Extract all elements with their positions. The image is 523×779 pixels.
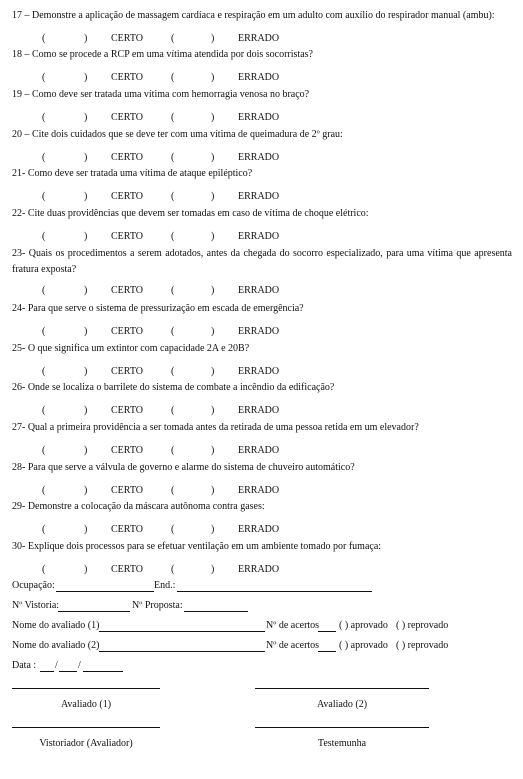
certo-option[interactable]: CERTO <box>111 485 143 496</box>
certo-option[interactable]: CERTO <box>111 33 143 44</box>
question-27 <box>12 421 512 459</box>
question-text: 23- Quais os procedimentos a serem adotados, antes da chegada do socorro especializado, para uma vítima que apresenta fratura exposta? <box>12 248 512 275</box>
certo-option[interactable]: CERTO <box>111 564 143 575</box>
question-29 <box>12 500 512 538</box>
question-24 <box>12 302 512 340</box>
question-text: 25- O que significa um extintor com capacidade 2A e 20B? <box>12 343 250 354</box>
certo-option[interactable]: CERTO <box>111 112 143 123</box>
errado-option[interactable]: ERRADO <box>238 485 280 496</box>
evaluated-2-hits-label: Nº de acertos <box>266 640 320 651</box>
certo-option[interactable]: CERTO <box>111 405 143 416</box>
question-text: 22- Cite duas providências que devem ser tomadas em caso de vítima de choque elétrico: <box>12 208 369 219</box>
answer-options: ( ) CERTO ( ) ERRADO <box>42 445 280 456</box>
question-text: 20 – Cite dois cuidados que se deve ter com uma vítima de queimadura de 2º grau: <box>12 129 343 140</box>
certo-option[interactable]: CERTO <box>111 524 143 535</box>
certo-option[interactable]: CERTO <box>111 366 143 377</box>
question-text: 19 – Como deve ser tratada uma vítima com hemorragia venosa no braço? <box>12 89 310 100</box>
evaluated-1-hits-label: Nº de acertos <box>266 620 320 631</box>
question-30 <box>12 540 512 578</box>
evaluated-2-hits-field[interactable] <box>318 651 336 652</box>
answer-options: ( ) CERTO ( ) ERRADO <box>42 564 280 575</box>
evaluated-1-label: Nome do avaliado (1) <box>12 620 100 631</box>
answer-options: ( ) CERTO ( ) ERRADO <box>42 285 280 296</box>
errado-option[interactable]: ERRADO <box>238 72 280 83</box>
errado-option[interactable]: ERRADO <box>238 33 280 44</box>
question-17 <box>12 9 512 47</box>
question-19 <box>12 88 512 126</box>
evaluated-2-label: Nome do avaliado (2) <box>12 640 100 651</box>
proposal-number-field[interactable] <box>184 611 248 612</box>
evaluated-2-approved-checkbox[interactable]: ( ) aprovado <box>339 640 388 651</box>
certo-option[interactable]: CERTO <box>111 72 143 83</box>
proposal-number-label: Nº Proposta: <box>132 600 183 611</box>
date-label: Data : <box>12 660 37 671</box>
evaluated-1-name-field[interactable] <box>99 631 265 632</box>
signature-line-evaluated-1[interactable] <box>12 688 160 689</box>
question-text: 27- Qual a primeira providência a ser tomada antes da retirada de uma pessoa retida em um elevador? <box>12 422 419 433</box>
certo-option[interactable]: CERTO <box>111 285 143 296</box>
question-text: 28- Para que serve a válvula de governo e alarme do sistema de chuveiro automático? <box>12 462 355 473</box>
question-text: 17 – Demonstre a aplicação de massagem cardíaca e respiração em um adulto com auxílio do respirador manual (ambu): <box>12 10 495 21</box>
evaluated-2-name-field[interactable] <box>99 651 265 652</box>
date-year-field[interactable] <box>83 671 123 672</box>
question-text: 21- Como deve ser tratada uma vítima de ataque epiléptico? <box>12 168 253 179</box>
occupation-label: Ocupação: <box>12 580 55 591</box>
evaluated-1-rejected-checkbox[interactable]: ( ) reprovado <box>396 620 449 631</box>
answer-options: ( ) CERTO ( ) ERRADO <box>42 366 280 377</box>
evaluated-2-rejected-checkbox[interactable]: ( ) reprovado <box>396 640 449 651</box>
signature-label-witness: Testemunha <box>317 738 367 749</box>
errado-option[interactable]: ERRADO <box>238 112 280 123</box>
answer-options: ( ) CERTO ( ) ERRADO <box>42 152 280 163</box>
evaluated-1-approved-checkbox[interactable]: ( ) aprovado <box>339 620 388 631</box>
inspection-number-field[interactable] <box>58 611 130 612</box>
question-text: 24- Para que serve o sistema de pressurização em escada de emergência? <box>12 303 304 314</box>
answer-options: ( ) CERTO ( ) ERRADO <box>42 405 280 416</box>
signature-line-inspector[interactable] <box>12 727 160 728</box>
question-22 <box>12 207 512 245</box>
question-26 <box>12 381 512 419</box>
question-text: 18 – Como se procede a RCP em uma vítima atendida por dois socorristas? <box>12 49 313 60</box>
signature-line-witness[interactable] <box>255 727 429 728</box>
errado-option[interactable]: ERRADO <box>238 191 280 202</box>
question-text: 29- Demonstre a colocação da máscara autônoma contra gases: <box>12 501 265 512</box>
question-18 <box>12 48 512 86</box>
question-23 <box>12 246 512 299</box>
signature-label-inspector: Vistoriador (Avaliador) <box>39 738 133 749</box>
answer-options: ( ) CERTO ( ) ERRADO <box>42 33 280 44</box>
question-text: 30- Explique dois processos para se efetuar ventilação em um ambiente tomado por fumaça: <box>12 541 382 552</box>
question-21 <box>12 167 512 205</box>
address-field[interactable] <box>177 591 372 592</box>
date-day-field[interactable] <box>40 671 54 672</box>
errado-option[interactable]: ERRADO <box>238 285 280 296</box>
evaluated-1-hits-field[interactable] <box>318 631 336 632</box>
errado-option[interactable]: ERRADO <box>238 524 280 535</box>
errado-option[interactable]: ERRADO <box>238 564 280 575</box>
certo-option[interactable]: CERTO <box>111 152 143 163</box>
certo-option[interactable]: CERTO <box>111 191 143 202</box>
errado-option[interactable]: ERRADO <box>238 326 280 337</box>
certo-option[interactable]: CERTO <box>111 231 143 242</box>
answer-options: ( ) CERTO ( ) ERRADO <box>42 112 280 123</box>
answer-options: ( ) CERTO ( ) ERRADO <box>42 72 280 83</box>
errado-option[interactable]: ERRADO <box>238 405 280 416</box>
certo-option[interactable]: CERTO <box>111 326 143 337</box>
errado-option[interactable]: ERRADO <box>238 445 280 456</box>
occupation-field[interactable] <box>56 591 154 592</box>
date-separator: / <box>78 660 81 671</box>
answer-options: ( ) CERTO ( ) ERRADO <box>42 485 280 496</box>
certo-option[interactable]: CERTO <box>111 445 143 456</box>
address-label: End.: <box>154 580 176 591</box>
answer-options: ( ) CERTO ( ) ERRADO <box>42 524 280 535</box>
question-25 <box>12 342 512 380</box>
answer-options: ( ) CERTO ( ) ERRADO <box>42 326 280 337</box>
signature-label-evaluated-1: Avaliado (1) <box>60 699 112 710</box>
date-separator: / <box>55 660 58 671</box>
question-text: 26- Onde se localiza o barrilete do sistema de combate a incêndio da edificação? <box>12 382 335 393</box>
answer-options: ( ) CERTO ( ) ERRADO <box>42 231 280 242</box>
signature-label-evaluated-2: Avaliado (2) <box>316 699 368 710</box>
date-month-field[interactable] <box>59 671 77 672</box>
inspection-number-label: Nº Vistoria: <box>12 600 60 611</box>
errado-option[interactable]: ERRADO <box>238 366 280 377</box>
signature-line-evaluated-2[interactable] <box>255 688 429 689</box>
errado-option[interactable]: ERRADO <box>238 231 280 242</box>
answer-options: ( ) CERTO ( ) ERRADO <box>42 191 280 202</box>
errado-option[interactable]: ERRADO <box>238 152 280 163</box>
question-20 <box>12 128 512 166</box>
question-28 <box>12 461 512 499</box>
